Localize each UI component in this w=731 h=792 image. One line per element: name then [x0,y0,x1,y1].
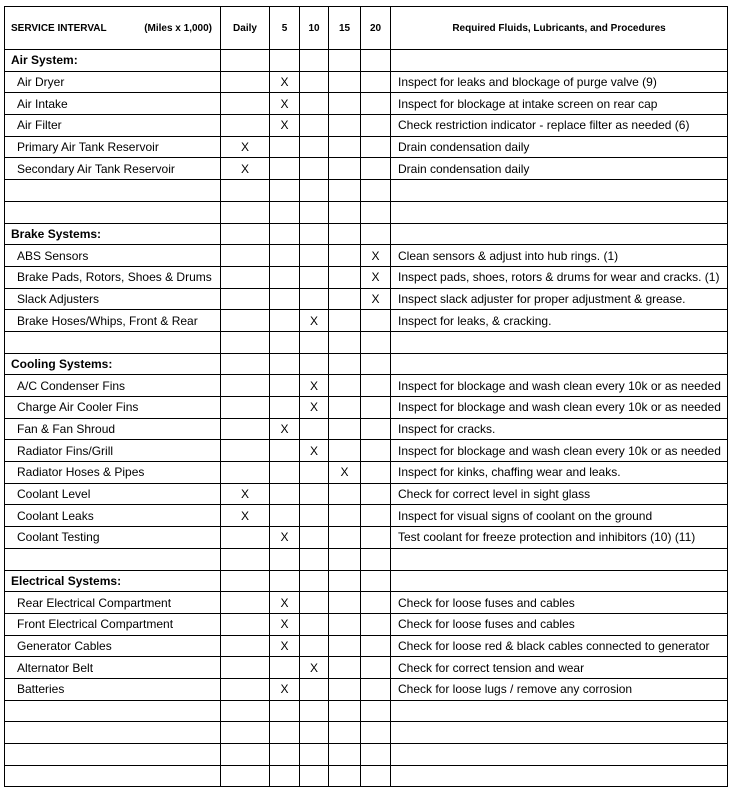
procedure-text: Inspect for blockage at intake screen on rear cap [391,93,728,115]
interval-mark-daily [221,288,270,310]
procedure-text: Inspect for kinks, chaffing wear and leaks. [391,462,728,484]
empty-cell [270,180,300,202]
procedure-text: Check for loose fuses and cables [391,613,728,635]
empty-cell [270,353,300,375]
procedure-text: Drain condensation daily [391,136,728,158]
table-row [5,136,728,158]
interval-mark-c20 [361,613,391,635]
section-title: Air System: [5,50,221,72]
interval-mark-c5 [270,310,300,332]
table-row [5,462,728,484]
empty-cell [5,331,221,353]
interval-mark-daily [221,440,270,462]
interval-mark-daily [221,71,270,93]
interval-mark-c5 [270,136,300,158]
item-name: Charge Air Cooler Fins [5,397,221,419]
interval-mark-c20 [361,483,391,505]
interval-mark-c10: X [300,657,329,679]
empty-cell [391,765,728,787]
interval-mark-daily [221,527,270,549]
section-title: Brake Systems: [5,223,221,245]
interval-mark-daily [221,397,270,419]
empty-cell [361,331,391,353]
interval-mark-daily [221,462,270,484]
interval-mark-c15 [329,527,361,549]
empty-cell [329,223,361,245]
procedure-text: Test coolant for freeze protection and inhibitors (10) (11) [391,527,728,549]
interval-mark-daily [221,635,270,657]
interval-mark-c10 [300,136,329,158]
table-row [5,440,728,462]
interval-mark-c5: X [270,613,300,635]
empty-cell [300,765,329,787]
table-row [5,635,728,657]
empty-cell [221,570,270,592]
empty-cell [361,548,391,570]
empty-cell [300,331,329,353]
procedure-text: Check for loose fuses and cables [391,592,728,614]
procedure-text: Inspect slack adjuster for proper adjustment & grease. [391,288,728,310]
empty-cell [329,570,361,592]
item-name: Fan & Fan Shroud [5,418,221,440]
interval-mark-c10: X [300,440,329,462]
empty-cell [270,548,300,570]
interval-mark-c20 [361,397,391,419]
interval-mark-c5: X [270,678,300,700]
empty-cell [300,700,329,722]
empty-cell [270,744,300,766]
item-name: Coolant Leaks [5,505,221,527]
empty-cell [391,201,728,223]
empty-cell [391,548,728,570]
item-name: Slack Adjusters [5,288,221,310]
interval-mark-c10 [300,71,329,93]
procedure-text: Inspect for cracks. [391,418,728,440]
empty-cell [270,331,300,353]
interval-mark-c10 [300,635,329,657]
interval-mark-c10 [300,245,329,267]
interval-10-header: 10 [300,7,329,50]
interval-mark-c5: X [270,71,300,93]
maintenance-schedule-table [4,6,728,787]
item-name: A/C Condenser Fins [5,375,221,397]
interval-mark-daily [221,418,270,440]
empty-cell [300,223,329,245]
procedure-text: Check for correct tension and wear [391,657,728,679]
empty-cell [361,765,391,787]
item-name: Radiator Hoses & Pipes [5,462,221,484]
table-row [5,288,728,310]
table-row [5,266,728,288]
item-name: Air Dryer [5,71,221,93]
section-title: Electrical Systems: [5,570,221,592]
interval-mark-c20: X [361,288,391,310]
section-title: Cooling Systems: [5,353,221,375]
empty-cell [300,353,329,375]
interval-mark-c10: X [300,397,329,419]
empty-cell [221,201,270,223]
interval-mark-c15 [329,418,361,440]
procedures-header: Required Fluids, Lubricants, and Procedures [391,7,728,50]
empty-cell [270,223,300,245]
interval-mark-c10 [300,115,329,137]
item-name: Alternator Belt [5,657,221,679]
interval-mark-c5: X [270,115,300,137]
table-row [5,310,728,332]
interval-mark-c20 [361,375,391,397]
interval-mark-c15 [329,397,361,419]
item-name: Coolant Testing [5,527,221,549]
empty-cell [329,722,361,744]
interval-mark-daily: X [221,136,270,158]
procedure-text: Drain condensation daily [391,158,728,180]
interval-mark-c20: X [361,266,391,288]
table-row [5,375,728,397]
empty-cell [270,765,300,787]
table-row [5,678,728,700]
item-name: ABS Sensors [5,245,221,267]
empty-cell [361,570,391,592]
interval-mark-daily [221,613,270,635]
interval-mark-c10 [300,678,329,700]
item-name: Brake Pads, Rotors, Shoes & Drums [5,266,221,288]
empty-cell [361,50,391,72]
empty-cell [361,180,391,202]
table-row [5,158,728,180]
miles-label: (Miles x 1,000) [144,22,212,34]
interval-mark-daily: X [221,505,270,527]
empty-cell [300,50,329,72]
item-name: Batteries [5,678,221,700]
interval-mark-daily [221,375,270,397]
procedure-text: Inspect for leaks, & cracking. [391,310,728,332]
empty-cell [5,744,221,766]
empty-cell [391,744,728,766]
interval-mark-c15 [329,375,361,397]
empty-cell [270,570,300,592]
empty-cell [391,223,728,245]
interval-mark-c20 [361,136,391,158]
procedure-text: Check for loose lugs / remove any corrosion [391,678,728,700]
section-row [5,570,728,592]
empty-cell [361,722,391,744]
empty-cell [361,201,391,223]
item-name: Radiator Fins/Grill [5,440,221,462]
service-interval-header [5,7,221,50]
table-row [5,93,728,115]
interval-mark-c20 [361,93,391,115]
table-row [5,115,728,137]
interval-mark-c15 [329,136,361,158]
interval-mark-c20 [361,505,391,527]
empty-cell [391,570,728,592]
table-row [5,71,728,93]
table-row [5,418,728,440]
interval-mark-c5 [270,440,300,462]
interval-5-header: 5 [270,7,300,50]
empty-cell [5,700,221,722]
interval-mark-c5 [270,397,300,419]
interval-mark-c10 [300,288,329,310]
empty-cell [221,765,270,787]
item-name: Generator Cables [5,635,221,657]
empty-cell [361,223,391,245]
interval-mark-c15 [329,592,361,614]
interval-mark-c20: X [361,245,391,267]
item-name: Air Intake [5,93,221,115]
empty-cell [221,223,270,245]
empty-cell [361,353,391,375]
empty-cell [5,548,221,570]
interval-mark-c20 [361,158,391,180]
empty-cell [221,744,270,766]
empty-cell [221,353,270,375]
empty-cell [329,548,361,570]
interval-mark-c5 [270,375,300,397]
empty-cell [221,50,270,72]
interval-mark-c5 [270,657,300,679]
interval-mark-c15 [329,505,361,527]
empty-cell [221,331,270,353]
procedure-text: Clean sensors & adjust into hub rings. (1) [391,245,728,267]
table-row [5,483,728,505]
interval-mark-c20 [361,657,391,679]
empty-cell [5,722,221,744]
item-name: Front Electrical Compartment [5,613,221,635]
interval-mark-c15 [329,440,361,462]
interval-mark-c5: X [270,592,300,614]
interval-mark-c10 [300,266,329,288]
empty-cell [270,700,300,722]
interval-mark-c5: X [270,418,300,440]
blank-row [5,331,728,353]
interval-mark-c10 [300,527,329,549]
interval-mark-daily [221,657,270,679]
item-name: Secondary Air Tank Reservoir [5,158,221,180]
item-name: Brake Hoses/Whips, Front & Rear [5,310,221,332]
empty-cell [300,570,329,592]
interval-mark-daily [221,115,270,137]
interval-mark-c5 [270,288,300,310]
blank-row [5,744,728,766]
empty-cell [391,331,728,353]
interval-15-header: 15 [329,7,361,50]
interval-mark-c15 [329,266,361,288]
empty-cell [391,353,728,375]
interval-mark-daily [221,93,270,115]
interval-mark-c5: X [270,527,300,549]
table-row [5,397,728,419]
empty-cell [300,744,329,766]
procedure-text: Inspect for leaks and blockage of purge valve (9) [391,71,728,93]
empty-cell [270,722,300,744]
interval-mark-c5 [270,245,300,267]
empty-cell [329,331,361,353]
empty-cell [329,744,361,766]
item-name: Rear Electrical Compartment [5,592,221,614]
interval-mark-daily [221,678,270,700]
interval-mark-c20 [361,440,391,462]
interval-mark-daily: X [221,483,270,505]
empty-cell [329,180,361,202]
item-name: Air Filter [5,115,221,137]
interval-mark-c10 [300,613,329,635]
procedure-text: Inspect for blockage and wash clean every 10k or as needed [391,375,728,397]
interval-mark-c10: X [300,375,329,397]
interval-mark-daily [221,266,270,288]
empty-cell [300,180,329,202]
empty-cell [391,180,728,202]
empty-cell [329,700,361,722]
item-name: Coolant Level [5,483,221,505]
interval-mark-daily [221,310,270,332]
empty-cell [391,50,728,72]
procedure-text: Check restriction indicator - replace filter as needed (6) [391,115,728,137]
interval-mark-c5 [270,483,300,505]
interval-mark-daily: X [221,158,270,180]
interval-mark-c15 [329,613,361,635]
empty-cell [221,700,270,722]
interval-mark-c20 [361,462,391,484]
empty-cell [329,353,361,375]
interval-mark-c15 [329,678,361,700]
interval-mark-c10: X [300,310,329,332]
empty-cell [270,50,300,72]
interval-mark-c20 [361,115,391,137]
interval-mark-c15 [329,245,361,267]
interval-mark-c15 [329,288,361,310]
interval-mark-c20 [361,71,391,93]
interval-mark-c20 [361,527,391,549]
empty-cell [361,744,391,766]
interval-mark-c20 [361,678,391,700]
procedure-text: Check for loose red & black cables connected to generator [391,635,728,657]
interval-mark-c10 [300,158,329,180]
empty-cell [270,201,300,223]
empty-cell [391,700,728,722]
procedure-text: Check for correct level in sight glass [391,483,728,505]
table-row [5,505,728,527]
empty-cell [329,50,361,72]
blank-row [5,765,728,787]
empty-cell [5,180,221,202]
interval-mark-c15 [329,71,361,93]
table-row [5,527,728,549]
interval-mark-c10 [300,505,329,527]
item-name: Primary Air Tank Reservoir [5,136,221,158]
empty-cell [329,201,361,223]
blank-row [5,700,728,722]
blank-row [5,180,728,202]
interval-20-header: 20 [361,7,391,50]
empty-cell [5,765,221,787]
interval-mark-c10 [300,483,329,505]
empty-cell [300,548,329,570]
table-row [5,592,728,614]
interval-mark-c15 [329,93,361,115]
procedure-text: Inspect for blockage and wash clean every 10k or as needed [391,397,728,419]
section-row [5,223,728,245]
procedure-text: Inspect for visual signs of coolant on the ground [391,505,728,527]
section-row [5,50,728,72]
table-row [5,245,728,267]
interval-mark-daily [221,245,270,267]
empty-cell [300,201,329,223]
empty-cell [300,722,329,744]
blank-row [5,722,728,744]
empty-cell [221,180,270,202]
empty-cell [329,765,361,787]
table-row [5,613,728,635]
header-row [5,7,728,50]
interval-mark-c10 [300,592,329,614]
blank-row [5,548,728,570]
interval-mark-c5 [270,266,300,288]
interval-mark-c5 [270,462,300,484]
interval-mark-c5: X [270,93,300,115]
service-interval-label: SERVICE INTERVAL [11,22,107,34]
interval-mark-c5: X [270,635,300,657]
table-row [5,657,728,679]
interval-mark-daily [221,592,270,614]
interval-mark-c15: X [329,462,361,484]
interval-mark-c5 [270,158,300,180]
interval-mark-c20 [361,418,391,440]
interval-mark-c15 [329,657,361,679]
section-row [5,353,728,375]
empty-cell [5,201,221,223]
interval-mark-c10 [300,418,329,440]
empty-cell [221,548,270,570]
procedure-text: Inspect pads, shoes, rotors & drums for wear and cracks. (1) [391,266,728,288]
interval-mark-c15 [329,635,361,657]
procedure-text: Inspect for blockage and wash clean every 10k or as needed [391,440,728,462]
interval-mark-c10 [300,462,329,484]
daily-header: Daily [221,7,270,50]
interval-mark-c20 [361,310,391,332]
interval-mark-c15 [329,310,361,332]
interval-mark-c15 [329,158,361,180]
empty-cell [391,722,728,744]
interval-mark-c10 [300,93,329,115]
interval-mark-c5 [270,505,300,527]
interval-mark-c20 [361,592,391,614]
interval-mark-c20 [361,635,391,657]
interval-mark-c15 [329,115,361,137]
interval-mark-c15 [329,483,361,505]
blank-row [5,201,728,223]
empty-cell [221,722,270,744]
empty-cell [361,700,391,722]
